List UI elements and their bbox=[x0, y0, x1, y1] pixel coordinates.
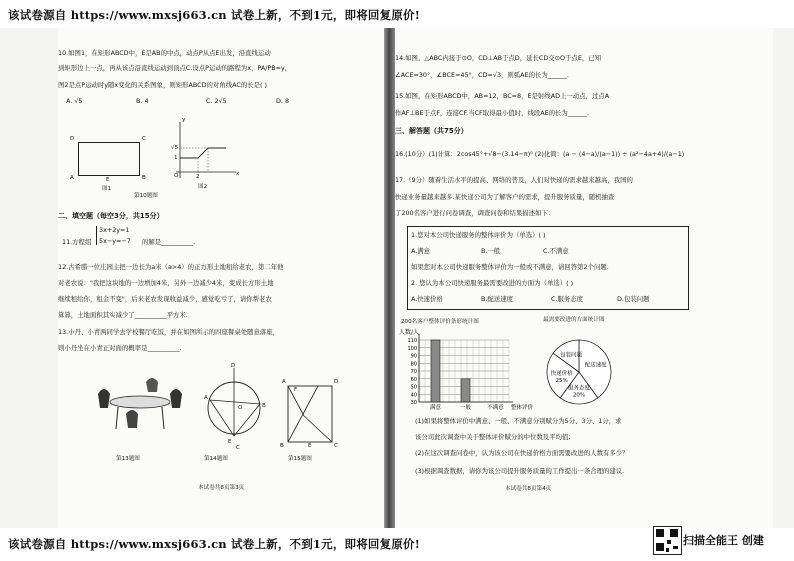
rectangle-abcd bbox=[78, 142, 140, 176]
fig2-label-x: x bbox=[236, 171, 240, 177]
q12-line3: 继续租给你，租金不变"，后来老农发现收益减少，感觉吃亏了，请你帮老农 bbox=[58, 295, 272, 303]
q15-line1: 15.如图，在矩形ABCD中，AB=12，BC=8，E是射线AD上一动点，过点A bbox=[395, 92, 610, 100]
left-page-footer: 本试卷共8页第3页 bbox=[198, 485, 245, 491]
fig10-caption: 第10题图 bbox=[134, 193, 158, 199]
survey-q1-option-a: A.满意 bbox=[411, 247, 431, 255]
section3-heading: 三、解答题（共75分） bbox=[395, 127, 468, 135]
fig2-label-1: 1 bbox=[174, 155, 178, 161]
q11-system bbox=[96, 226, 131, 245]
fig2-label-2: 2 bbox=[196, 174, 200, 180]
bar-category-label: 不满意 bbox=[487, 405, 504, 411]
bar-ytick-label: 100 bbox=[407, 345, 417, 352]
bar-ytick-label: 60 bbox=[410, 376, 417, 383]
fig1-label-e: E bbox=[106, 177, 110, 183]
bar-category-label: 一般 bbox=[459, 405, 472, 411]
survey-q2-option-a: A.快速价格 bbox=[411, 295, 443, 303]
section2-heading: 二、填空题（每空3分，共15分） bbox=[58, 212, 164, 220]
survey-q2-option-d: D.包装问题 bbox=[617, 295, 650, 303]
pie-slice-label: 配送速度 bbox=[584, 362, 607, 369]
q13-line1: 13.小丹、小青两同学去学校餐厅吃饭，并在如图所示的四座餐桌处随意落座， bbox=[58, 328, 280, 336]
q17-line1: 17.（9分）随着生活水平的提高、网络的普及，人们对快递的需求越来越高，我国的 bbox=[395, 176, 633, 184]
q10-option-b: B. 4 bbox=[136, 97, 149, 105]
bar-ytick-label: 90 bbox=[410, 353, 417, 360]
fig15-caption: 第15题图 bbox=[288, 456, 312, 462]
bar-chart bbox=[395, 326, 534, 412]
q17-line2: 快递业务量越来越多.某快递公司为了解客户的需求，提升服务质量，随机抽查 bbox=[395, 193, 615, 201]
fig15-label-a: A bbox=[282, 379, 286, 385]
bar-category-label: 满意 bbox=[429, 405, 442, 411]
q11-label: 11.方程组 bbox=[62, 238, 92, 246]
q10-line3: 图2是点P运动时y随x变化的关系图象，则矩形ABCD的对角线AC的长是( ) bbox=[58, 81, 268, 89]
q12-line2: 对老农说："我把这块地的一边增加4米，另外一边减少4米，变成长方形土地 bbox=[58, 279, 274, 287]
watermark-top: 该试卷源自 https://www.mxsj663.cn 试卷上新，不到1元，即将回复原价! bbox=[8, 8, 420, 22]
fig14-label-e: E bbox=[228, 439, 232, 445]
page-fold bbox=[384, 28, 395, 528]
fig1-label-b: B bbox=[142, 175, 146, 181]
q10-line2: 到矩形边上一点，再从该点沿直线运动到顶点C.设点P运动的路程为x，PA/PB=y， bbox=[58, 64, 292, 72]
q14-line2: ∠ACE=30°，∠BCE=45°，CD=√3，则弧AE的长为______. bbox=[395, 71, 569, 79]
fig2-graph bbox=[168, 120, 238, 182]
survey-q2: 2. 您认为本公司快递服务最需要改进的方面为（单选）( ) bbox=[411, 279, 574, 287]
survey-note: 如果您对本公司快递服务整体评价为一般或不满意，请回答第2个问题. bbox=[411, 263, 609, 271]
right-page bbox=[395, 28, 773, 528]
bar-0 bbox=[431, 340, 440, 402]
fig2-label-y: y bbox=[182, 117, 186, 123]
q12-line4: 算算，土地面积其实减少了__________平方米. bbox=[58, 311, 188, 319]
bar-xlabel: 整体评价 bbox=[511, 405, 534, 411]
q14-line1: 14.如图，△ABC内接于⊙O，CD⊥AB于点D，延长CD交⊙O于点E，已知 bbox=[395, 54, 602, 62]
fig2-caption: 图2 bbox=[198, 184, 208, 190]
fig1-label-a: A bbox=[70, 175, 74, 181]
q16-text: 16.(10分）(1)计算：2cos45°+√8−(3.14−π)⁰ (2)化简：(a − (4−a)/(a−1)) ÷ (a²−4a+4)/(a−1) bbox=[395, 150, 685, 158]
fig15-label-e: E bbox=[308, 443, 312, 449]
survey-q1: 1.您对本公司快递服务的整体评价为（单选）( ) bbox=[411, 231, 546, 239]
left-page bbox=[58, 28, 384, 528]
pie-chart-title: 最需要改进的方面统计图 bbox=[543, 317, 605, 323]
fig14-label-d: D bbox=[231, 363, 236, 369]
scanned-document bbox=[0, 28, 794, 528]
table-chairs-figure bbox=[94, 374, 186, 436]
q11-eq2: 5x−y=−7 bbox=[99, 237, 131, 245]
survey-q1-option-b: B.一般 bbox=[481, 247, 501, 255]
bar-1 bbox=[461, 379, 470, 402]
survey-q2-option-c: C.服务态度 bbox=[551, 295, 584, 303]
fig2-label-o: O bbox=[174, 173, 179, 179]
fig14-label-a: A bbox=[204, 395, 208, 401]
bar-ytick-label: 80 bbox=[410, 361, 417, 368]
pie-value-label: 25% bbox=[555, 377, 568, 384]
bar-ytick-label: 70 bbox=[410, 369, 417, 375]
fig15-label-f: F bbox=[294, 387, 298, 393]
fig13-caption: 第13题图 bbox=[116, 456, 140, 462]
q17-line3: 了200名客户进行问卷调查，调查问卷和结果描述如下： bbox=[395, 209, 555, 217]
fig14-label-o: O bbox=[238, 405, 243, 411]
bar-ylabel: 人数/人 bbox=[399, 329, 420, 336]
fig2-label-sqrt5: √5 bbox=[171, 145, 179, 151]
q10-line1: 10.如图1，在矩形ABCD中，E是AB的中点，动点P从点E出发，沿直线运动 bbox=[58, 49, 271, 57]
fig15-label-c: C bbox=[334, 443, 338, 449]
pie-slice-label: 快递价格 bbox=[550, 370, 573, 377]
bar-chart-title: 200名客户整体评价条形统计图 bbox=[401, 319, 479, 325]
q11-eq1: 3x+2y=1 bbox=[99, 226, 130, 234]
pie-slice-label: 服务态度 bbox=[567, 385, 591, 392]
q13-line2: 则小丹坐在小青正对面的概率是__________. bbox=[58, 344, 182, 352]
q10-option-c: C. 2√5 bbox=[206, 97, 227, 105]
fig1-caption: 图1 bbox=[102, 186, 112, 192]
pie-chart bbox=[543, 326, 643, 412]
bar-ytick-label: 110 bbox=[407, 338, 417, 344]
q10-option-d: D. 8 bbox=[276, 97, 290, 105]
sub-question-2: (2)在这次调查问卷中，认为该公司在快递价格方面需要改进的人数有多少？ bbox=[415, 449, 629, 457]
fig15-label-d: D bbox=[334, 379, 339, 385]
sub-question-1b: 该公司此次调查中关于整体评价赋分的中位数及平均值; bbox=[415, 433, 571, 441]
fig14-circle-figure bbox=[204, 364, 266, 448]
fig14-label-c: C bbox=[236, 445, 240, 451]
fig14-caption: 第14题图 bbox=[204, 456, 228, 462]
fig14-label-b: B bbox=[262, 403, 266, 409]
sub-question-1a: (1)如果将整体评价中满意、一般、不满意分别赋分为5分、3分、1分，求 bbox=[415, 417, 622, 425]
pie-value-label: 20% bbox=[572, 392, 586, 399]
fig15-rectangle-figure bbox=[282, 380, 340, 448]
watermark-bottom: 该试卷源自 https://www.mxsj663.cn 试卷上新，不到1元，即将回复原价! bbox=[8, 537, 420, 551]
bar-ytick-label: 50 bbox=[410, 384, 417, 391]
survey-q1-option-c: C.不满意 bbox=[543, 247, 569, 255]
qr-code bbox=[653, 526, 682, 555]
survey-q2-option-b: B.配送速度 bbox=[481, 295, 513, 303]
q11-tail: 的解是__________. bbox=[142, 238, 196, 246]
q12-line1: 12.古希腊一位庄园主把一边长为a米（a>4）的正方形土地租给老农，第二年他 bbox=[58, 263, 284, 271]
fig15-label-b: B bbox=[280, 443, 284, 449]
right-page-footer: 本试卷共8页第4页 bbox=[505, 486, 552, 492]
q10-option-a: A. √5 bbox=[66, 97, 83, 105]
fig1-label-d: D bbox=[70, 136, 75, 142]
bar-ytick-label: 30 bbox=[410, 400, 417, 406]
bar-ytick-label: 40 bbox=[410, 392, 417, 399]
pie-slice-label: 包装问题 bbox=[560, 352, 583, 359]
q15-line2: 作AF⊥BE于点F，连接CF.当CF取得最小值时，线段AE的长为______. bbox=[395, 109, 590, 117]
scanner-brand: 扫描全能王 创建 bbox=[683, 534, 764, 547]
sub-question-3: (3)根据调查数据，请你为该公司提升服务质量的工作提出一条合理的建议. bbox=[415, 467, 625, 475]
fig1-label-c: C bbox=[142, 136, 146, 142]
